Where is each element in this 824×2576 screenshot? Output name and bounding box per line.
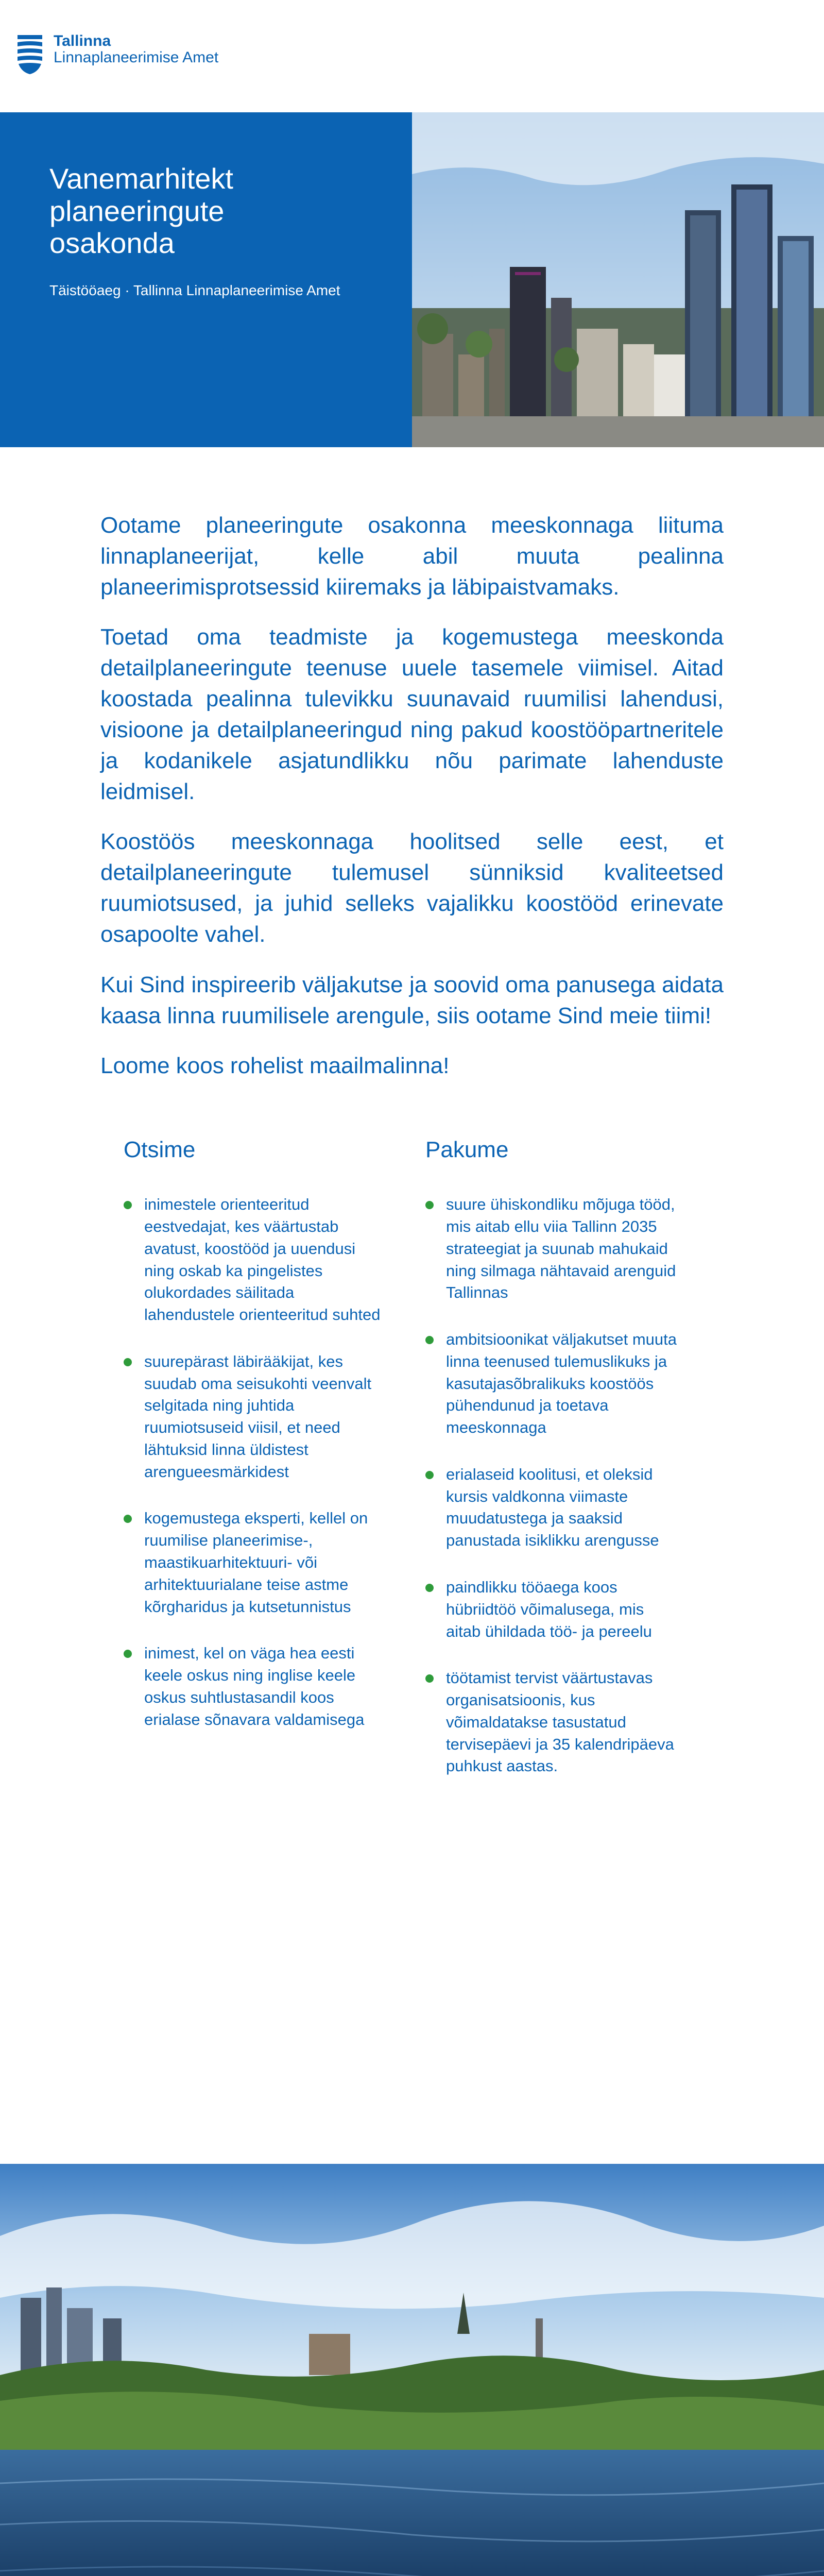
bullet-icon xyxy=(425,1471,434,1479)
job-title xyxy=(49,163,363,260)
job-title-line1: Vanemarhitekt xyxy=(49,162,233,195)
bullet-icon xyxy=(124,1358,132,1366)
hero-banner xyxy=(0,112,824,447)
bullet-icon xyxy=(124,1650,132,1658)
list-item: paindlikku tööaega koos hübriidtöö võimalusega, mis aitab ühildada töö- ja pereelu xyxy=(394,1577,683,1642)
bullet-icon xyxy=(425,1201,434,1209)
list-item: erialaseid koolitusi, et oleksid kursis valdkonna viimaste muudatustega ja saaksid panustada isiklikku arengusse xyxy=(394,1464,683,1552)
tallinn-crest-icon xyxy=(14,33,45,75)
bullet-icon xyxy=(425,1336,434,1344)
list-item: kogemustega eksperti, kellel on ruumilise planeerimise-, maastikuarhitektuuri- või arhitektuurialane teise astme kõrgharidus ja kutsetunnistus xyxy=(93,1507,381,1618)
job-title-line3: osakonda xyxy=(49,227,175,260)
hero-text xyxy=(0,112,412,447)
tallinn-logo[interactable] xyxy=(14,33,218,75)
intro-paragraph-4: Kui Sind inspireerib väljakutse ja soovid oma panusega aidata kaasa linna ruumilisele arengule, siis ootame Sind meie tiimi! xyxy=(100,972,724,1028)
requirements-offers xyxy=(0,1101,824,1802)
offer-column xyxy=(394,1137,683,1802)
seek-title: Otsime xyxy=(124,1137,196,1163)
intro-paragraph-5: Loome koos rohelist maailmalinna! xyxy=(100,1053,450,1079)
list-item: töötamist tervist väärtustavas organisatsioonis, kus võimaldatakse tasustatud tervisepäevi ja 35 kalendripäeva puhkust aastas. xyxy=(394,1667,683,1777)
intro-paragraph-1: Ootame planeeringute osakonna meeskonnaga liituma linnaplaneerijat, kelle abil muuta pealinna planeerimisprotsessid kiiremaks ja läbipaistvamaks. xyxy=(100,513,724,600)
bullet-icon xyxy=(124,1201,132,1209)
list-item: inimest, kel on väga hea eesti keele oskus ning inglise keele oskus suhtlustasandil koos erialase sõnavara valdamisega xyxy=(93,1642,381,1731)
list-item: inimestele orienteeritud eestvedajat, kes väärtustab avatust, koostööd ja uuendusi ning oskab ka pingelistes olukordades säilitada lahendustele orienteeritud suhted xyxy=(93,1194,381,1326)
list-item: suure ühiskondliku mõjuga tööd, mis aitab ellu viia Tallinn 2035 strateegiat ja suunab mahukaid ning silmaga nähtavaid arenguid Tallinnas xyxy=(394,1194,683,1304)
list-item: suurepärast läbirääkijat, kes suudab oma seisukohti veenvalt selgitada ning juhtida ruumiotsuseid viisil, et need lähtuksid linna üldistest arengueesmärkidest xyxy=(93,1351,381,1483)
seek-column xyxy=(93,1137,381,1802)
bullet-icon xyxy=(425,1584,434,1592)
header xyxy=(0,0,824,112)
city-skyline-image xyxy=(412,112,824,447)
tallinn-landscape-image xyxy=(0,2164,824,2576)
job-title-line2: planeeringute xyxy=(49,194,225,227)
job-subtitle: Täistööaeg · Tallinna Linnaplaneerimise Amet xyxy=(49,282,340,299)
intro-paragraph-3: Koostöös meeskonnaga hoolitsed selle eest, et detailplaneeringute tulemusel sünniksid kvaliteetsed ruumiotsused, ja juhid selleks vajalikku koostööd erinevate osapoolte vahel. xyxy=(100,829,724,947)
bullet-icon xyxy=(425,1674,434,1683)
offer-title: Pakume xyxy=(425,1137,509,1163)
intro-paragraph-2: Toetad oma teadmiste ja kogemustega meeskonda detailplaneeringute teenuse uuele tasemele viimisel. Aitad koostada pealinna tulevikku suunavaid ruumilisi lahendusi, visioone ja detailplaneeringud ning pakud koostööpartneritele ja kodanikele asjatundlikku nõu parimate lahenduste leidmisel. xyxy=(100,624,724,804)
logo-line1: Tallinna xyxy=(54,32,111,49)
bullet-icon xyxy=(124,1515,132,1523)
logo-line2: Linnaplaneerimise Amet xyxy=(54,48,219,66)
offer-list xyxy=(394,1194,683,1777)
intro-section xyxy=(0,447,824,1081)
seek-list xyxy=(93,1194,381,1731)
list-item: ambitsioonikat väljakutset muuta linna teenused tulemuslikuks ja kasutajasõbralikuks koostöös pühendunud ja toetava meeskonnaga xyxy=(394,1329,683,1439)
